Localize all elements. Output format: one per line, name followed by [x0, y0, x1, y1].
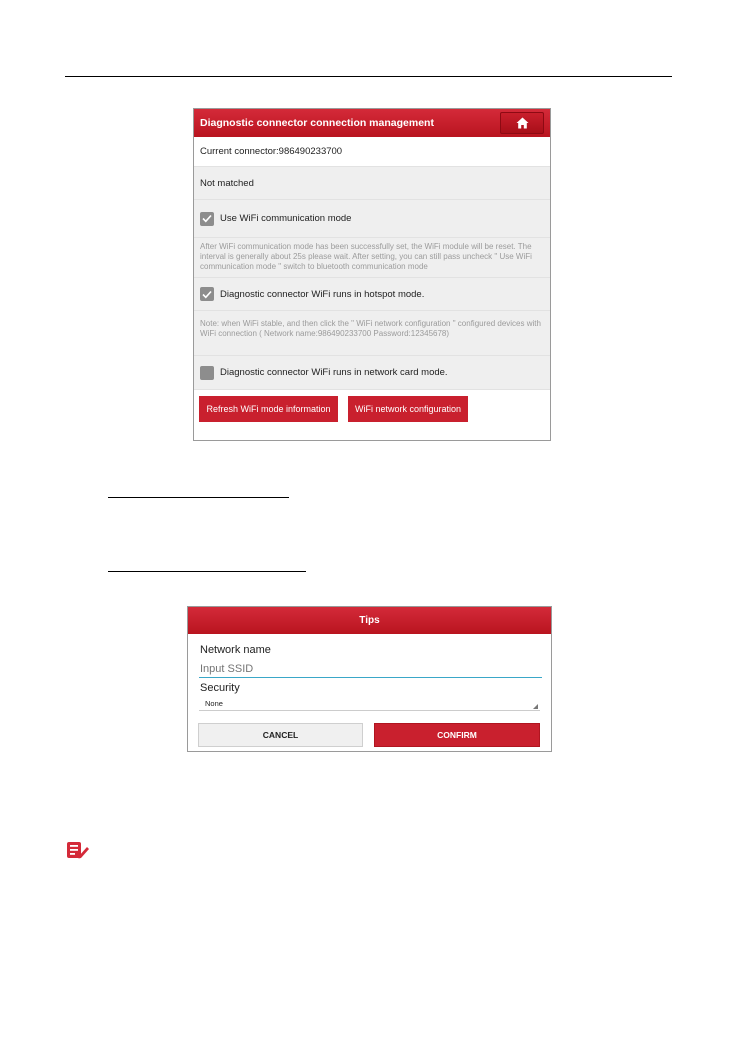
network-card-row[interactable] [194, 355, 550, 389]
tips-dialog [187, 606, 552, 752]
dialog-title: Tips [359, 615, 380, 626]
panel-title: Diagnostic connector connection management [200, 117, 434, 129]
match-status-text: Not matched [200, 177, 254, 189]
cancel-button[interactable] [198, 723, 363, 747]
wifi-mode-checkbox[interactable] [200, 212, 214, 226]
security-value: None [205, 699, 223, 708]
match-status-row [194, 166, 550, 199]
security-select[interactable] [199, 699, 540, 711]
current-connector-row [194, 137, 550, 166]
link-underline-2 [108, 571, 306, 572]
hotspot-checkbox[interactable] [200, 287, 214, 301]
connection-management-panel [193, 108, 551, 441]
ssid-input[interactable] [199, 661, 542, 678]
hotspot-note: Note: when WiFi stable, and then click the " WiFi network configuration " configured devices with WiFi connection ( Network name:986490233700 Password:12345678) [194, 310, 550, 355]
home-icon [516, 117, 529, 129]
security-label: Security [200, 682, 240, 694]
wifi-mode-note: After WiFi communication mode has been successfully set, the WiFi module will be reset. The interval is generally about 25s please wait. After setting, you can still pass uncheck " Use WiFi communication mode " switch to bluetooth communication mode [194, 237, 550, 277]
check-icon [202, 214, 212, 223]
check-icon [202, 290, 212, 299]
confirm-button-label: CONFIRM [437, 730, 477, 740]
wifi-mode-label: Use WiFi communication mode [220, 213, 352, 224]
refresh-wifi-mode-button[interactable]: Refresh WiFi mode information [199, 396, 338, 422]
panel-header [194, 109, 550, 137]
wifi-network-configuration-button[interactable]: WiFi network configuration [348, 396, 468, 422]
page-header-rule [65, 76, 672, 77]
network-card-label: Diagnostic connector WiFi runs in network card mode. [220, 367, 448, 378]
dropdown-arrow-icon [533, 704, 538, 709]
current-connector-text: Current connector:986490233700 [200, 146, 343, 157]
note-edit-icon [66, 840, 90, 860]
home-button[interactable] [500, 112, 544, 134]
cancel-button-label: CANCEL [262, 730, 299, 740]
hotspot-row[interactable] [194, 277, 550, 310]
confirm-button[interactable] [374, 723, 540, 747]
network-card-checkbox[interactable] [200, 366, 214, 380]
panel-button-row [194, 389, 550, 428]
link-underline-1 [108, 497, 289, 498]
network-name-label: Network name [200, 644, 271, 656]
wifi-mode-row[interactable] [194, 199, 550, 237]
hotspot-label: Diagnostic connector WiFi runs in hotspot mode. [220, 288, 425, 300]
dialog-header [188, 607, 551, 634]
